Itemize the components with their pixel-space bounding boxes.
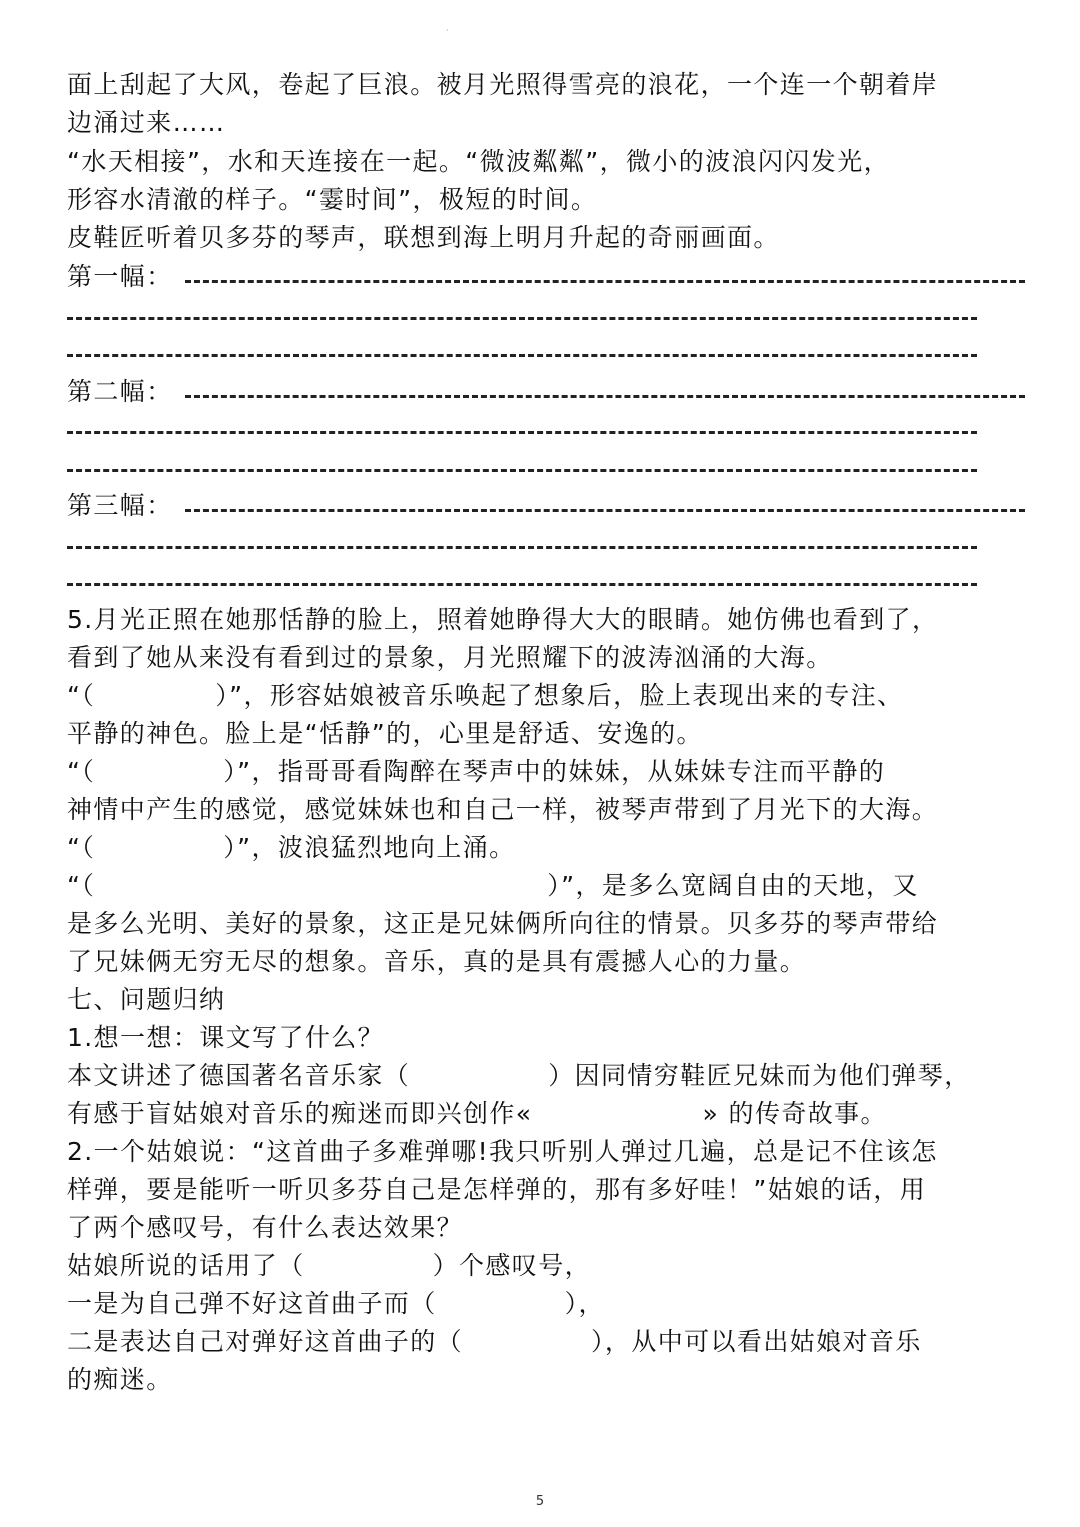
q5-line: 平静的神色。脸上是“恬静”的，心里是舒适、安逸的。 [67, 719, 703, 748]
q5-line: 神情中产生的感觉，感觉妹妹也和自己一样，被琴声带到了月光下的大海。 [67, 795, 939, 824]
q1-answer-line-1: 本文讲述了德国著名音乐家（ ）因同情穷鞋匠兄妹而为他们弹琴， [67, 1061, 971, 1090]
answer-line[interactable] [67, 546, 977, 549]
q2-answer-3: 二是表达自己对弹好这首曲子的（ ），从中可以看出姑娘对音乐 [67, 1327, 922, 1356]
q5-line: 了兄妹俩无穷无尽的想象。音乐，真的是具有震撼人心的力量。 [67, 947, 807, 976]
q2-answer-4: 的痴迷。 [67, 1365, 173, 1394]
text-line: 形容水清澈的样子。“霎时间”，极短的时间。 [67, 185, 598, 214]
answer-line[interactable] [185, 509, 1025, 512]
answer-line[interactable] [67, 431, 977, 434]
q5-line: 看到了她从来没有看到过的景象，月光照耀下的波涛汹涌的大海。 [67, 643, 833, 672]
q2-answer-2: 一是为自己弹不好这首曲子而（ ）， [67, 1289, 605, 1318]
q5-blank-line-1: “（ ）”，形容姑娘被音乐唤起了想象后，脸上表现出来的专注、 [67, 681, 904, 710]
page-number: 5 [535, 1494, 545, 1509]
text-line: 皮鞋匠听着贝多芬的琴声，联想到海上明月升起的奇丽画面。 [67, 223, 780, 252]
top-mark: · [446, 26, 449, 35]
q2-answer-1: 姑娘所说的话用了（ ）个感叹号， [67, 1251, 592, 1280]
q5-blank-line-2: “（ ）”，指哥哥看陶醉在琴声中的妹妹，从妹妹专注而平静的 [67, 757, 886, 786]
q5-blank-line-4: “（ ）”，是多么宽阔自由的天地，又 [67, 871, 919, 900]
question-2: 了两个感叹号，有什么表达效果？ [67, 1213, 464, 1242]
q5-blank-line-3: “（ ）”，波浪猛烈地向上涌。 [67, 833, 516, 862]
text-line: 面上刮起了大风，卷起了巨浪。被月光照得雪亮的浪花，一个连一个朝着岸 [67, 70, 939, 99]
answer-line[interactable] [67, 583, 977, 586]
q5-line: 是多么光明、美好的景象，这正是兄妹俩所向往的情景。贝多芬的琴声带给 [67, 909, 939, 938]
q1-answer-line-2: 有感于盲姑娘对音乐的痴迷而即兴创作« » 的传奇故事。 [67, 1099, 887, 1128]
question-2: 2.一个姑娘说：“这首曲子多难弹哪!我只听别人弹过几遍，总是记不住该怎 [67, 1137, 938, 1166]
text-line: 边涌过来…… [67, 108, 226, 137]
answer-line[interactable] [67, 469, 977, 472]
question-1: 1.想一想：课文写了什么？ [67, 1023, 385, 1052]
answer-line[interactable] [67, 317, 977, 320]
answer-line[interactable] [67, 354, 977, 357]
answer-line[interactable] [185, 280, 1025, 283]
fu1-label: 第一幅： [67, 262, 173, 291]
section-heading: 七、问题归纳 [67, 985, 226, 1014]
question-2: 样弹，要是能听一听贝多芬自己是怎样弹的，那有多好哇！”姑娘的话，用 [67, 1175, 927, 1204]
q5-line: 5.月光正照在她那恬静的脸上，照着她睁得大大的眼睛。她仿佛也看到了， [67, 605, 939, 634]
answer-line[interactable] [185, 395, 1025, 398]
text-line: “水天相接”，水和天连接在一起。“微波粼粼”，微小的波浪闪闪发光， [67, 147, 891, 176]
fu3-label: 第三幅： [67, 491, 173, 520]
fu2-label: 第二幅： [67, 377, 173, 406]
